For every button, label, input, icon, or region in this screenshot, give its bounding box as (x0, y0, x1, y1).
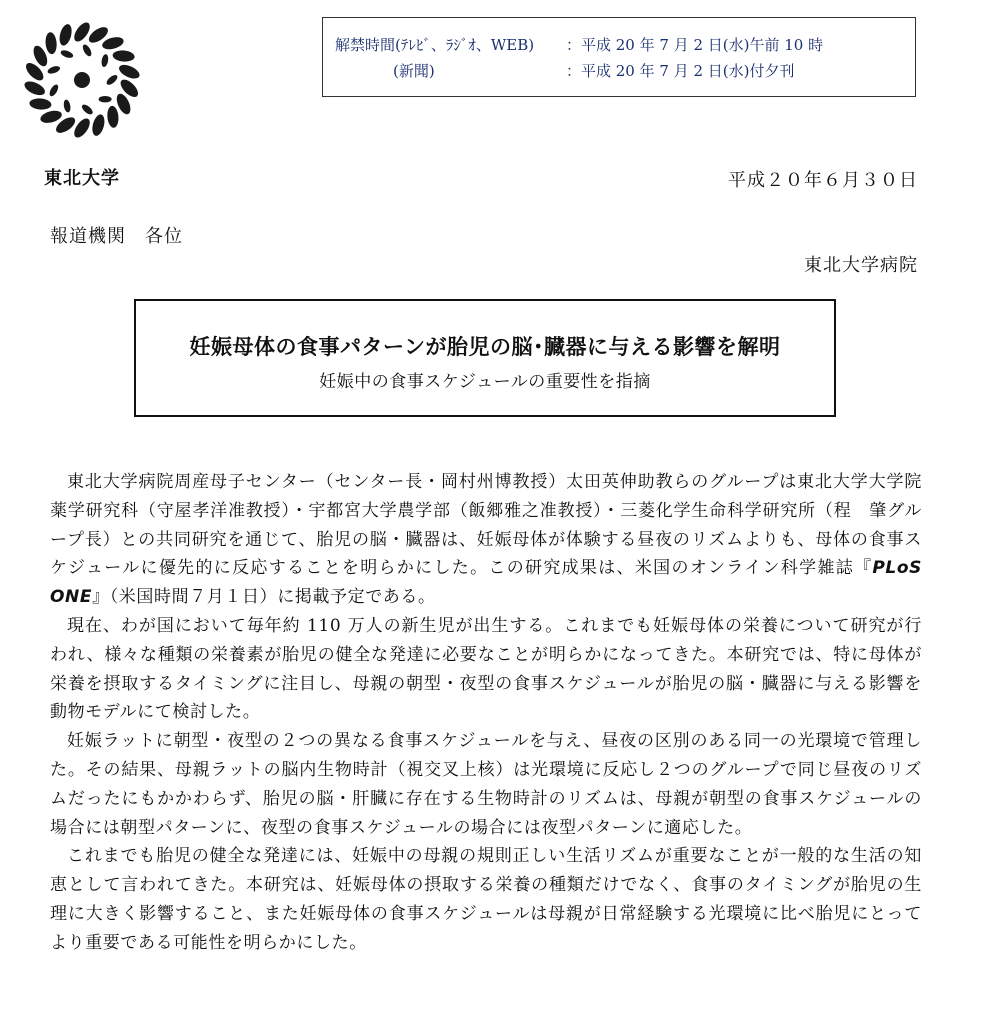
leaf-shape (101, 35, 125, 51)
leaf-shape (29, 98, 52, 111)
embargo-broadcast-label: 解禁時間(ﾃﾚﾋﾞ、ﾗｼﾞｵ、WEB) (335, 36, 535, 54)
leaf-shape (101, 54, 110, 68)
paragraph-2: 現在、わが国において毎年約 110 万人の新生児が出生する。これまでも妊娠母体の栄養について研究が行われ、様々な種類の栄養素が胎児の健全な発達に必要なことが明らかになってきた。本研究では、特に母体が栄養を摂取するタイミングに注目し、母親の朝型・夜型の食事スケジュールが胎児の脳・臓器に与える影響を動物モデルにて検討した。 (50, 615, 922, 723)
article-body (50, 468, 922, 958)
leaf-shape (80, 103, 94, 116)
leaf-shape (57, 23, 73, 47)
leaf-shape (99, 96, 112, 102)
leaf-shape (117, 62, 142, 81)
leaf-shape (39, 109, 63, 125)
leaf-shape (106, 105, 119, 128)
embargo-box (322, 17, 916, 97)
leaf-shape (47, 65, 61, 75)
leaf-shape (63, 99, 72, 113)
subtitle: 妊娠中の食事スケジュールの重要性を指摘 (319, 372, 651, 392)
release-date: 平成２０年６月３０日 (728, 170, 918, 191)
leaf-shape (48, 83, 60, 97)
leaf-shape (22, 79, 47, 98)
leaf-shape (60, 49, 74, 59)
recipients: 報道機関 各位 (50, 226, 183, 247)
title-box (134, 299, 836, 417)
leaf-wreath-icon (18, 16, 146, 144)
leaf-shape (81, 43, 93, 57)
leaf-shape (90, 113, 106, 137)
leaf-shape (45, 32, 58, 55)
paragraph-1: 東北大学病院周産母子センター（センター長・岡村州博教授）太田英伸助教らのグループは東北大学大学院薬学研究科（守屋孝洋准教授）・宇都宮大学農学部（飯郷雅之准教授）・三菱化学生命科学研究所（程 肇グループ長）との共同研究を通じて、胎児の脳・臓器は、妊娠母体が体験する昼夜のリズムよりも、母体の食事スケジュールに優先的に反応することを明らかにした。この研究成果は、米国のオンライン科学雑誌『PLoS ONE』（米国時間７月１日）に掲載予定である。 (50, 472, 922, 608)
embargo-newspaper-value: ：平成 20 年 7 月 2 日(水)付夕刊 (566, 62, 795, 80)
main-title: 妊娠母体の食事パターンが胎児の脳･臓器に与える影響を解明 (189, 335, 781, 359)
journal-name: PLoS ONE (50, 558, 922, 608)
university-name: 東北大学 (44, 168, 120, 189)
embargo-broadcast-value: ：平成 20 年 7 月 2 日(水)午前 10 時 (566, 36, 824, 54)
issuer: 東北大学病院 (804, 255, 918, 276)
university-logo (18, 16, 168, 192)
embargo-newspaper-label: (新聞) (393, 62, 435, 80)
paragraph-3: 妊娠ラットに朝型・夜型の２つの異なる食事スケジュールを与え、昼夜の区別のある同一の光環境で管理した。その結果、母親ラットの脳内生物時計（視交叉上核）は光環境に反応し２つのグループで同じ昼夜のリズムだったにもかかわらず、胎児の脳・肝臓に存在する生物時計のリズムは、母親が朝型の食事スケジュールの場合には朝型パターンに、夜型の食事スケジュールの場合には夜型パターンに適応した。 (50, 731, 922, 838)
leaf-shape (105, 73, 119, 86)
paragraph-4: これまでも胎児の健全な発達には、妊娠中の母親の規則正しい生活リズムが重要なことが一般的な生活の知恵として言われてきた。本研究は、妊娠母体の摂取する栄養の種類だけでなく、食事のタイミングが胎児の生理に大きく影響すること、また妊娠母体の食事スケジュールは母親が日常経験する光環境に比べ胎児にとってより重要である可能性を明らかにした。 (50, 846, 922, 953)
leaf-shape (112, 50, 135, 63)
